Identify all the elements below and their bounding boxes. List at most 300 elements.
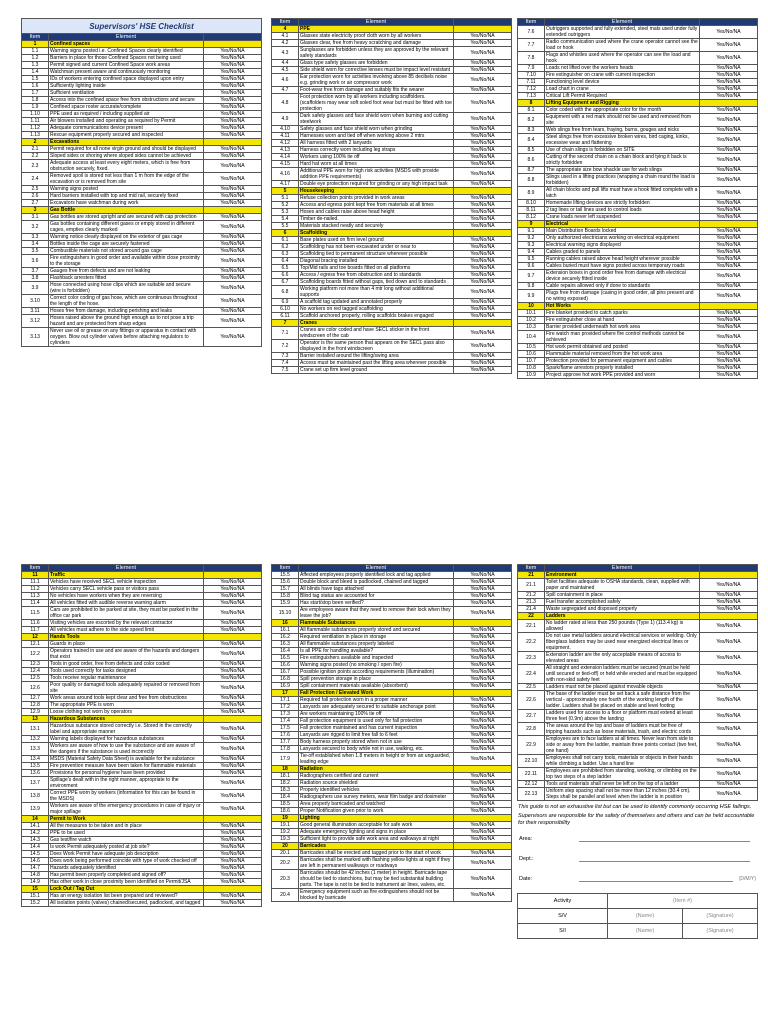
item-number: 5.5 (272, 223, 299, 230)
item-number: 6.7 (272, 279, 299, 286)
section-title: Lock Out / Tag Out (49, 886, 204, 893)
item-description: Sufficient light to provide safe work area and walkways at night (299, 836, 454, 843)
yes-no-na-answer[interactable]: Yes/No/NA (204, 648, 262, 661)
yes-no-na-answer[interactable]: Yes/No/NA (204, 702, 262, 709)
section-title: Hands Tools (49, 634, 204, 641)
yes-no-na-answer[interactable]: Yes/No/NA (700, 599, 758, 606)
yes-no-na-answer[interactable]: Yes/No/NA (204, 200, 262, 207)
checklist-row (22, 695, 262, 702)
checklist-row (272, 655, 512, 662)
yes-no-na-answer[interactable]: Yes/No/NA (454, 822, 512, 829)
item-description: Cables graded to panels (545, 249, 700, 256)
yes-no-na-answer[interactable]: Yes/No/NA (700, 290, 758, 303)
yes-no-na-answer[interactable]: Yes/No/NA (454, 367, 512, 374)
yes-no-na-answer[interactable]: Yes/No/NA (700, 242, 758, 249)
yes-no-na-answer[interactable]: Yes/No/NA (700, 214, 758, 221)
item-description: Employees shall not carry tools, materials or objects in their hands while climbing a ladder. Use a hand line (545, 755, 700, 768)
yes-no-na-answer[interactable]: Yes/No/NA (454, 746, 512, 753)
yes-no-na-answer[interactable]: Yes/No/NA (454, 870, 512, 889)
yes-no-na-answer[interactable]: Yes/No/NA (454, 202, 512, 209)
yes-no-na-answer[interactable]: Yes/No/NA (700, 665, 758, 684)
yes-no-na-answer[interactable]: Yes/No/NA (204, 69, 262, 76)
yes-no-na-answer[interactable]: Yes/No/NA (204, 153, 262, 160)
yes-no-na-answer[interactable]: Yes/No/NA (204, 48, 262, 55)
item-number: 8.6 (518, 154, 545, 167)
yes-no-na-answer[interactable]: Yes/No/NA (204, 97, 262, 104)
yes-no-na-answer[interactable]: Yes/No/NA (204, 763, 262, 770)
yes-no-na-answer[interactable]: Yes/No/NA (454, 195, 512, 202)
yes-no-na-answer[interactable]: Yes/No/NA (454, 850, 512, 857)
item-description: Double eye protection required for grinding or any high impact task (299, 181, 454, 188)
yes-no-na-answer[interactable]: Yes/No/NA (454, 732, 512, 739)
yes-no-na-answer[interactable]: Yes/No/NA (454, 313, 512, 320)
checklist-row (272, 607, 512, 620)
yes-no-na-answer[interactable]: Yes/No/NA (700, 283, 758, 290)
yes-no-na-answer[interactable]: Yes/No/NA (454, 808, 512, 815)
checklist-row (22, 234, 262, 241)
yes-no-na-answer[interactable]: Yes/No/NA (454, 836, 512, 843)
yes-no-na-answer[interactable]: Yes/No/NA (204, 586, 262, 593)
section-title: Gas Bottle (49, 207, 204, 214)
yes-no-na-answer[interactable]: Yes/No/NA (204, 76, 262, 83)
item-description: Glasses clear, free from heavy scratching and damage (299, 40, 454, 47)
yes-no-na-answer[interactable]: Yes/No/NA (204, 173, 262, 186)
yes-no-na-answer[interactable]: Yes/No/NA (700, 317, 758, 324)
yes-no-na-answer[interactable]: Yes/No/NA (204, 146, 262, 153)
checklist-row (22, 76, 262, 83)
yes-no-na-answer[interactable]: Yes/No/NA (454, 648, 512, 655)
yes-no-na-answer[interactable]: Yes/No/NA (204, 844, 262, 851)
dept-line[interactable] (579, 856, 750, 862)
yes-no-na-answer[interactable]: Yes/No/NA (700, 755, 758, 768)
yes-no-na-answer[interactable]: Yes/No/NA (454, 579, 512, 586)
yes-no-na-answer[interactable]: Yes/No/NA (454, 593, 512, 600)
yes-no-na-answer[interactable]: Yes/No/NA (204, 823, 262, 830)
checklist-row (518, 324, 758, 331)
section-header-row (22, 816, 262, 823)
yes-no-na-answer[interactable]: Yes/No/NA (700, 249, 758, 256)
section-answer-cell (454, 320, 512, 327)
yes-no-na-answer[interactable]: Yes/No/NA (700, 723, 758, 736)
yes-no-na-answer[interactable]: Yes/No/NA (700, 324, 758, 331)
item-number: 20.4 (272, 889, 299, 902)
yes-no-na-answer[interactable]: Yes/No/NA (204, 770, 262, 777)
yes-no-na-answer[interactable]: Yes/No/NA (454, 279, 512, 286)
yes-no-na-answer[interactable]: Yes/No/NA (700, 107, 758, 114)
section-title: Cranes (299, 320, 454, 327)
yes-no-na-answer[interactable]: Yes/No/NA (204, 723, 262, 736)
yes-no-na-answer[interactable]: Yes/No/NA (700, 331, 758, 344)
yes-no-na-answer[interactable]: Yes/No/NA (204, 858, 262, 865)
yes-no-na-answer[interactable]: Yes/No/NA (204, 62, 262, 69)
yes-no-na-answer[interactable]: Yes/No/NA (454, 251, 512, 258)
yes-no-na-answer[interactable]: Yes/No/NA (454, 272, 512, 279)
item-description: All vehicles must adhere to the side speed limit (49, 627, 204, 634)
yes-no-na-answer[interactable]: Yes/No/NA (700, 200, 758, 207)
item-description: All harness fitted with 2 lanyards (299, 140, 454, 147)
yes-no-na-answer[interactable]: Yes/No/NA (454, 753, 512, 766)
yes-no-na-answer[interactable]: Yes/No/NA (454, 94, 512, 113)
yes-no-na-answer[interactable]: Yes/No/NA (454, 607, 512, 620)
yes-no-na-answer[interactable]: Yes/No/NA (454, 209, 512, 216)
item-description: Gas bottles are stored upright and are secured with cap protection (49, 214, 204, 221)
section-header-row (22, 572, 262, 579)
yes-no-na-answer[interactable]: Yes/No/NA (700, 781, 758, 788)
yes-no-na-answer[interactable]: Yes/No/NA (700, 39, 758, 52)
yes-no-na-answer[interactable]: Yes/No/NA (700, 620, 758, 633)
yes-no-na-answer[interactable]: Yes/No/NA (700, 365, 758, 372)
yes-no-na-answer[interactable]: Yes/No/NA (700, 633, 758, 652)
yes-no-na-answer[interactable]: Yes/No/NA (204, 241, 262, 248)
yes-no-na-answer[interactable]: Yes/No/NA (204, 118, 262, 125)
yes-no-na-answer[interactable]: Yes/No/NA (454, 181, 512, 188)
yes-no-na-answer[interactable]: Yes/No/NA (204, 682, 262, 695)
yes-no-na-answer[interactable]: Yes/No/NA (700, 606, 758, 613)
yes-no-na-answer[interactable]: Yes/No/NA (204, 328, 262, 347)
item-number: 1.9 (22, 104, 49, 111)
yes-no-na-answer[interactable]: Yes/No/NA (700, 72, 758, 79)
area-field[interactable] (517, 829, 758, 849)
item-description: All the measures to be taken and in place (49, 823, 204, 830)
yes-no-na-answer[interactable]: Yes/No/NA (454, 801, 512, 808)
section-number: 8 (518, 100, 545, 107)
checklist-row (22, 600, 262, 607)
yes-no-na-answer[interactable]: Yes/No/NA (700, 579, 758, 592)
section-number: 1 (22, 41, 49, 48)
yes-no-na-answer[interactable]: Yes/No/NA (454, 74, 512, 87)
yes-no-na-answer[interactable]: Yes/No/NA (204, 893, 262, 900)
yes-no-na-answer[interactable]: Yes/No/NA (204, 756, 262, 763)
dept-field[interactable] (517, 849, 758, 869)
yes-no-na-answer[interactable]: Yes/No/NA (204, 743, 262, 756)
yes-no-na-answer[interactable]: Yes/No/NA (454, 627, 512, 634)
yes-no-na-answer[interactable]: Yes/No/NA (454, 258, 512, 265)
yes-no-na-answer[interactable]: Yes/No/NA (204, 111, 262, 118)
yes-no-na-answer[interactable]: Yes/No/NA (454, 360, 512, 367)
item-description: Does Work Permit have adequate job description (49, 851, 204, 858)
item-description: Only authorized electricians working on electrical equipment (545, 235, 700, 242)
yes-no-na-answer[interactable]: Yes/No/NA (454, 634, 512, 641)
checklist-row (518, 52, 758, 65)
item-number: 3.1 (22, 214, 49, 221)
yes-no-na-answer[interactable]: Yes/No/NA (700, 592, 758, 599)
checklist-row (22, 186, 262, 193)
yes-no-na-answer[interactable]: Yes/No/NA (700, 134, 758, 147)
yes-no-na-answer[interactable]: Yes/No/NA (454, 669, 512, 676)
item-description: Side shield worn for corrective lenses must be impact level resistant (299, 67, 454, 74)
yes-no-na-answer[interactable]: Yes/No/NA (700, 652, 758, 665)
item-description: Possible ignition points according requirements (illumination) (299, 669, 454, 676)
yes-no-na-answer[interactable]: Yes/No/NA (204, 255, 262, 268)
item-number: 12.6 (22, 682, 49, 695)
yes-no-na-answer[interactable]: Yes/No/NA (700, 358, 758, 365)
yes-no-na-answer[interactable]: Yes/No/NA (454, 237, 512, 244)
yes-no-na-answer[interactable]: Yes/No/NA (700, 79, 758, 86)
yes-no-na-answer[interactable]: Yes/No/NA (204, 661, 262, 668)
yes-no-na-answer[interactable]: Yes/No/NA (204, 777, 262, 790)
checklist-row (518, 207, 758, 214)
yes-no-na-answer[interactable]: Yes/No/NA (700, 310, 758, 317)
yes-no-na-answer[interactable]: Yes/No/NA (454, 641, 512, 648)
yes-no-na-answer[interactable]: Yes/No/NA (204, 160, 262, 173)
section-number: 10 (518, 303, 545, 310)
yes-no-na-answer[interactable]: Yes/No/NA (454, 711, 512, 718)
signature-si[interactable]: (Signature) (683, 924, 758, 939)
yes-no-na-answer[interactable]: Yes/No/NA (204, 736, 262, 743)
yes-no-na-answer[interactable]: Yes/No/NA (204, 641, 262, 648)
yes-no-na-answer[interactable]: Yes/No/NA (454, 586, 512, 593)
yes-no-na-answer[interactable]: Yes/No/NA (700, 263, 758, 270)
checklist-row (518, 592, 758, 599)
date-field[interactable] (517, 869, 758, 889)
yes-no-na-answer[interactable]: Yes/No/NA (700, 154, 758, 167)
yes-no-na-answer[interactable]: Yes/No/NA (204, 132, 262, 139)
yes-no-na-answer[interactable]: Yes/No/NA (204, 214, 262, 221)
yes-no-na-answer[interactable]: Yes/No/NA (700, 235, 758, 242)
signature-sv[interactable]: (Signature) (683, 909, 758, 924)
item-description: Lanyards secured to body while not in use, walking, etc. (299, 746, 454, 753)
item-number: 14.7 (22, 865, 49, 872)
yes-no-na-answer[interactable]: Yes/No/NA (700, 768, 758, 781)
item-number: 9.6 (518, 263, 545, 270)
yes-no-na-answer[interactable]: Yes/No/NA (204, 55, 262, 62)
yes-no-na-answer[interactable]: Yes/No/NA (454, 829, 512, 836)
yes-no-na-answer[interactable]: Yes/No/NA (204, 282, 262, 295)
name-sv[interactable]: (Name) (608, 909, 683, 924)
checklist-row (272, 47, 512, 60)
item-description: Dark safety glasses and face shield worn when burning and cutting steelwork (299, 113, 454, 126)
yes-no-na-answer[interactable]: Yes/No/NA (700, 351, 758, 358)
item-number: 11.6 (22, 620, 49, 627)
yes-no-na-answer[interactable]: Yes/No/NA (204, 90, 262, 97)
yes-no-na-answer[interactable]: Yes/No/NA (204, 900, 262, 907)
item-description: Has an energy isolation list been prepared and reviewed? (49, 893, 204, 900)
section-header-row (272, 320, 512, 327)
yes-no-na-answer[interactable]: Yes/No/NA (454, 600, 512, 607)
yes-no-na-answer[interactable]: Yes/No/NA (204, 104, 262, 111)
yes-no-na-answer[interactable]: Yes/No/NA (204, 709, 262, 716)
yes-no-na-answer[interactable]: Yes/No/NA (700, 710, 758, 723)
yes-no-na-answer[interactable]: Yes/No/NA (204, 607, 262, 620)
yes-no-na-answer[interactable]: Yes/No/NA (454, 794, 512, 801)
yes-no-na-answer[interactable]: Yes/No/NA (454, 299, 512, 306)
yes-no-na-answer[interactable]: Yes/No/NA (454, 140, 512, 147)
yes-no-na-answer[interactable]: Yes/No/NA (454, 168, 512, 181)
yes-no-na-answer[interactable]: Yes/No/NA (204, 593, 262, 600)
checklist-row (518, 606, 758, 613)
item-description: Tools used correctly for tasks designed (49, 668, 204, 675)
item-number: 1.4 (22, 69, 49, 76)
yes-no-na-answer[interactable]: Yes/No/NA (700, 174, 758, 187)
yes-no-na-answer[interactable]: Yes/No/NA (204, 275, 262, 282)
yes-no-na-answer[interactable]: Yes/No/NA (454, 67, 512, 74)
item-description: Fire blanket provided to catch sparks (545, 310, 700, 317)
yes-no-na-answer[interactable]: Yes/No/NA (454, 154, 512, 161)
checklist-row (22, 295, 262, 308)
yes-no-na-answer[interactable]: Yes/No/NA (454, 216, 512, 223)
yes-no-na-answer[interactable]: Yes/No/NA (454, 147, 512, 154)
yes-no-na-answer[interactable]: Yes/No/NA (454, 113, 512, 126)
item-number: 4.12 (272, 140, 299, 147)
yes-no-na-answer[interactable]: Yes/No/NA (700, 86, 758, 93)
checklist-row (22, 858, 262, 865)
item-description: 2 tag lines or tail lines used to control loads (545, 207, 700, 214)
yes-no-na-answer[interactable]: Yes/No/NA (204, 600, 262, 607)
item-description: Radio communication used where the crane operator cannot see the load or hook (546, 39, 698, 51)
yes-no-na-answer[interactable]: Yes/No/NA (204, 830, 262, 837)
item-description: Hoses and cables raise above head height (299, 209, 454, 216)
area-line[interactable] (579, 836, 750, 842)
yes-no-na-answer[interactable]: Yes/No/NA (454, 704, 512, 711)
item-description: Work areas around tools kept clear and free from obstructions (49, 695, 204, 702)
responsibility-note: Supervisors are responsible for the safety of themselves and others and can be held accountable for their responsibility (518, 813, 755, 826)
item-number: 1.11 (22, 118, 49, 125)
yes-no-na-answer[interactable]: Yes/No/NA (700, 147, 758, 154)
item-number: 1.5 (22, 76, 49, 83)
yes-no-na-answer[interactable]: Yes/No/NA (700, 93, 758, 100)
yes-no-na-answer[interactable]: Yes/No/NA (454, 889, 512, 902)
yes-no-na-answer[interactable]: Yes/No/NA (454, 133, 512, 140)
item-description: Fall protection maintained and has current inspection (299, 725, 454, 732)
yes-no-na-answer[interactable]: Yes/No/NA (454, 340, 512, 353)
checklist-row (272, 704, 512, 711)
yes-no-na-answer[interactable]: Yes/No/NA (454, 244, 512, 251)
item-description: All chain blocks and pull lifts must have a hook fitted complete with a latch (545, 187, 700, 200)
yes-no-na-answer[interactable]: Yes/No/NA (454, 306, 512, 313)
checklist-row (272, 870, 512, 889)
yes-no-na-answer[interactable]: Yes/No/NA (700, 788, 758, 801)
yes-no-na-answer[interactable]: Yes/No/NA (454, 787, 512, 794)
yes-no-na-answer[interactable]: Yes/No/NA (204, 675, 262, 682)
yes-no-na-answer[interactable]: Yes/No/NA (700, 207, 758, 214)
yes-no-na-answer[interactable]: Yes/No/NA (700, 52, 758, 65)
item-description: Crane loads never left suspended (545, 214, 700, 221)
yes-no-na-answer[interactable]: Yes/No/NA (204, 620, 262, 627)
checklist-row (272, 340, 512, 353)
yes-no-na-answer[interactable]: Yes/No/NA (204, 308, 262, 315)
yes-no-na-answer[interactable]: Yes/No/NA (204, 315, 262, 328)
yes-no-na-answer[interactable]: Yes/No/NA (454, 33, 512, 40)
yes-no-na-answer[interactable]: Yes/No/NA (454, 223, 512, 230)
yes-no-na-answer[interactable]: Yes/No/NA (454, 87, 512, 94)
yes-no-na-answer[interactable]: Yes/No/NA (204, 234, 262, 241)
item-description: Radiographers certified and current (299, 773, 454, 780)
yes-no-na-answer[interactable]: Yes/No/NA (204, 879, 262, 886)
date-line[interactable] (579, 876, 733, 882)
item-number: 2.6 (22, 193, 49, 200)
checklist-row (272, 850, 512, 857)
item-number: 13.4 (22, 756, 49, 763)
yes-no-na-answer[interactable]: Yes/No/NA (700, 26, 758, 39)
checklist-row (272, 836, 512, 843)
yes-no-na-answer[interactable]: Yes/No/NA (204, 851, 262, 858)
yes-no-na-answer[interactable]: Yes/No/NA (454, 286, 512, 299)
yes-no-na-answer[interactable]: Yes/No/NA (454, 718, 512, 725)
yes-no-na-answer[interactable]: Yes/No/NA (204, 790, 262, 803)
yes-no-na-answer[interactable]: Yes/No/NA (454, 725, 512, 732)
yes-no-na-answer[interactable]: Yes/No/NA (454, 662, 512, 669)
yes-no-na-answer[interactable]: Yes/No/NA (454, 773, 512, 780)
item-number: 22.7 (518, 710, 545, 723)
yes-no-na-answer[interactable]: Yes/No/NA (204, 186, 262, 193)
yes-no-na-answer[interactable]: Yes/No/NA (454, 327, 512, 340)
yes-no-na-answer[interactable]: Yes/No/NA (454, 126, 512, 133)
yes-no-na-answer[interactable]: Yes/No/NA (204, 83, 262, 90)
yes-no-na-answer[interactable]: Yes/No/NA (454, 353, 512, 360)
yes-no-na-answer[interactable]: Yes/No/NA (700, 736, 758, 755)
yes-no-na-answer[interactable]: Yes/No/NA (204, 803, 262, 816)
yes-no-na-answer[interactable]: Yes/No/NA (204, 695, 262, 702)
item-description: Electrical warning signs displayed (545, 242, 700, 249)
item-description: Sloped sides or shoring where sloped sides cannot be achieved (49, 153, 204, 160)
section-title: Lifting Equipment and Rigging (545, 100, 700, 107)
yes-no-na-answer[interactable]: Yes/No/NA (204, 579, 262, 586)
element-column-header: Element (545, 565, 700, 572)
yes-no-na-answer[interactable]: Yes/No/NA (700, 114, 758, 127)
section-answer-cell (700, 221, 758, 228)
yes-no-na-answer[interactable]: Yes/No/NA (700, 270, 758, 283)
yes-no-na-answer[interactable]: Yes/No/NA (204, 295, 262, 308)
yes-no-na-answer[interactable]: Yes/No/NA (454, 697, 512, 704)
yes-no-na-answer[interactable]: Yes/No/NA (454, 47, 512, 60)
yes-no-na-answer[interactable]: Yes/No/NA (454, 60, 512, 67)
yes-no-na-answer[interactable]: Yes/No/NA (454, 572, 512, 579)
yes-no-na-answer[interactable]: Yes/No/NA (700, 167, 758, 174)
section-header-row (518, 221, 758, 228)
item-description: All flammable substances properly labeled (299, 641, 454, 648)
yes-no-na-answer[interactable]: Yes/No/NA (454, 265, 512, 272)
yes-no-na-answer[interactable]: Yes/No/NA (700, 684, 758, 691)
yes-no-na-answer[interactable]: Yes/No/NA (204, 872, 262, 879)
item-description: PPE to be used (49, 830, 204, 837)
yes-no-na-answer[interactable]: Yes/No/NA (454, 676, 512, 683)
section-answer-cell (454, 843, 512, 850)
yes-no-na-answer[interactable]: Yes/No/NA (454, 739, 512, 746)
yes-no-na-answer[interactable]: Yes/No/NA (204, 627, 262, 634)
section-title: Fall Protection / Elevated Work (299, 690, 454, 697)
yes-no-na-answer[interactable]: Yes/No/NA (454, 40, 512, 47)
yes-no-na-answer[interactable]: Yes/No/NA (700, 187, 758, 200)
yes-no-na-answer[interactable]: Yes/No/NA (700, 691, 758, 710)
yes-no-na-answer[interactable]: Yes/No/NA (700, 127, 758, 134)
yes-no-na-answer[interactable]: Yes/No/NA (204, 125, 262, 132)
item-description: Blind tag status are accounted for (299, 593, 454, 600)
yes-no-na-answer[interactable]: Yes/No/NA (204, 248, 262, 255)
section-number: 15 (22, 886, 49, 893)
yes-no-na-answer[interactable]: Yes/No/NA (700, 344, 758, 351)
yes-no-na-answer[interactable]: Yes/No/NA (700, 256, 758, 263)
yes-no-na-answer[interactable]: Yes/No/NA (700, 372, 758, 379)
yes-no-na-answer[interactable]: Yes/No/NA (454, 683, 512, 690)
yes-no-na-answer[interactable]: Yes/No/NA (204, 865, 262, 872)
yes-no-na-answer[interactable]: Yes/No/NA (204, 268, 262, 275)
checklist-row (518, 351, 758, 358)
yes-no-na-answer[interactable]: Yes/No/NA (204, 221, 262, 234)
yes-no-na-answer[interactable]: Yes/No/NA (454, 161, 512, 168)
yes-no-na-answer[interactable]: Yes/No/NA (454, 655, 512, 662)
yes-no-na-answer[interactable]: Yes/No/NA (204, 193, 262, 200)
checklist-row (272, 299, 512, 306)
yes-no-na-answer[interactable]: Yes/No/NA (454, 780, 512, 787)
yes-no-na-answer[interactable]: Yes/No/NA (204, 837, 262, 844)
yes-no-na-answer[interactable]: Yes/No/NA (700, 65, 758, 72)
yes-no-na-answer[interactable]: Yes/No/NA (700, 228, 758, 235)
name-si[interactable]: (Name) (608, 924, 683, 939)
yes-no-na-answer[interactable]: Yes/No/NA (454, 857, 512, 870)
item-description: Spill containment in place (545, 592, 700, 599)
item-description: Never use oil or grease on any fittings or apparatus in contact with oxygen. Blow out cylinder valves before attaching regulators to cylinders (49, 328, 204, 347)
yes-no-na-answer[interactable]: Yes/No/NA (204, 668, 262, 675)
